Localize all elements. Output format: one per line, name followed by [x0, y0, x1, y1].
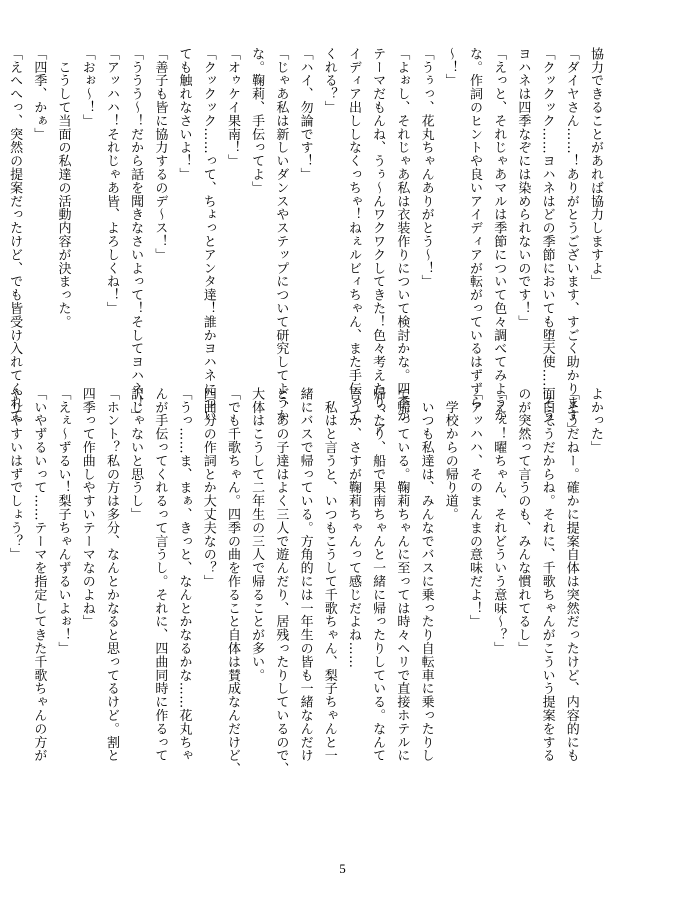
text-line: 「うぅっ、花丸ちゃんありがとう〜！」	[418, 47, 434, 289]
text-line: 「善子も皆に協力するのデ〜ス！」	[152, 47, 168, 262]
text-line: 「クックック……って、ちょっとアンタ達！誰かヨハネについ	[200, 47, 216, 423]
text-line: よかった」	[588, 387, 603, 454]
text-line: 「ハイ、勿論です！」	[297, 47, 313, 181]
text-line: 「でも千歌ちゃん。四季の曲を作ること自体は賛成なんだけど、	[224, 387, 240, 776]
text-line: 「じゃあ私は新しいダンスやステップについて研究してようか	[273, 47, 289, 423]
text-line: 大体はこうして二年生の三人で帰ることが多い。	[249, 387, 265, 682]
text-line: 四季って作曲しやすいテーマなのよね」	[79, 387, 95, 629]
text-line: 「クックック……ヨハネはどの季節においても堕天使……そう、	[539, 47, 555, 436]
text-line: のが突然って言うのも、みんな慣れてるし」	[515, 387, 531, 655]
text-line: テーマだもんね、うぅ〜んワクワクしてきた！色々考えたり、ア	[370, 47, 386, 436]
text-line: ても触れなさいよ！」	[176, 47, 192, 181]
text-line: 「よぉし、それじゃあ私は衣装作りについて検討かな。四季が	[394, 47, 410, 423]
text-line: な。作詞のヒントや良いアイディアが転がっているはずずら	[466, 47, 482, 409]
text-line: くれる？」	[321, 47, 337, 114]
text-line: 〜！」	[442, 47, 458, 88]
text-line: 「えっと、それじゃあマルは季節について色々調べてみようか	[491, 47, 507, 423]
text-line: 「えぇ！曜ちゃん、それどういう意味〜？」	[491, 387, 507, 655]
text-line: ど、あの子達はよく三人で遊んだり、居残ったりしているので、	[273, 387, 289, 776]
text-line: 「おぉ〜！」	[79, 47, 95, 128]
text-line: 言うか、さすが鞠莉ちゃんって感じだよね……	[345, 387, 361, 669]
text-line: 「アッハハ、そのまんまの意味だよ！」	[466, 387, 482, 629]
text-line: 「ダイヤさん……！ありがとうございます、すごく助かります」	[563, 47, 579, 436]
text-line: 私はと言うと、いつもこうして千歌ちゃん、梨子ちゃんと一	[321, 387, 337, 763]
text-line: 「えぇ〜ずるい！梨子ちゃんずるいよぉ！」	[55, 387, 71, 655]
text-line: やりやすいはずでしょう？」	[7, 387, 23, 562]
text-line: な。鞠莉、手伝ってよ」	[249, 47, 265, 195]
text-line: 四曲分の作詞とか大丈夫なの？」	[200, 387, 216, 588]
text-line: イディア出ししなくっちゃ！ねぇルビィちゃん、また手伝って	[345, 47, 361, 423]
text-line: 協力できることがあれば協力しますよ」	[588, 47, 603, 289]
text-line: 「アッハハ！それじゃあ皆、よろしくね！」	[103, 47, 119, 315]
text-line: 「オゥケイ果南！」	[224, 47, 240, 168]
text-line: 「えへへっ、突然の提案だったけど、でも皆受け入れてくれて	[7, 47, 23, 423]
text-line: こうして当面の私達の活動内容が決まった。	[55, 47, 71, 329]
text-line: 面白そうだからね。それに、千歌ちゃんがこういう提案をする	[539, 387, 555, 763]
text-line	[0, 387, 2, 712]
text-line: ヨハネは四季なぞには染められないのです！」	[515, 47, 531, 329]
text-line: 「ホント？私の方は多分、なんとかなると思ってるけど。割と	[103, 387, 119, 763]
text-line: 「四季、かぁ」	[31, 47, 47, 141]
text-line: 帰ったり、船で果南ちゃんと一緒に帰ったりしている。なんて	[370, 387, 386, 763]
text-line: 「ううう〜！だから話を聞きなさいよって！そしてヨハネ！」	[128, 47, 144, 423]
text-line: いつも私達は、みんなでバスに乗ったり自転車に乗ったりし	[418, 387, 434, 763]
text-line: て帰っている。鞠莉ちゃんに至っては時々ヘリで直接ホテルに	[394, 387, 410, 763]
text-line: んが手伝ってくれるって言うし。それに、四曲同時に作るって	[152, 387, 168, 763]
lower-text-block	[0, 387, 607, 776]
text-line: 訳じゃないと思うし」	[128, 387, 144, 521]
text-line: 「いやずるいって……テーマを指定してきた千歌ちゃんの方が	[31, 387, 47, 763]
text-line: 「うっ……ま、まぁ、きっと、なんとかなるかな……花丸ちゃ	[176, 387, 192, 763]
text-line: 緒にバスで帰っている。方角的には一年生の皆も一緒なんだけ	[297, 387, 313, 763]
text-line: 学校からの帰り道。	[442, 387, 458, 521]
text-line: 「そうだねー。確かに提案自体は突然だったけど、内容的にも	[563, 387, 579, 763]
page-number: 5	[339, 861, 346, 876]
